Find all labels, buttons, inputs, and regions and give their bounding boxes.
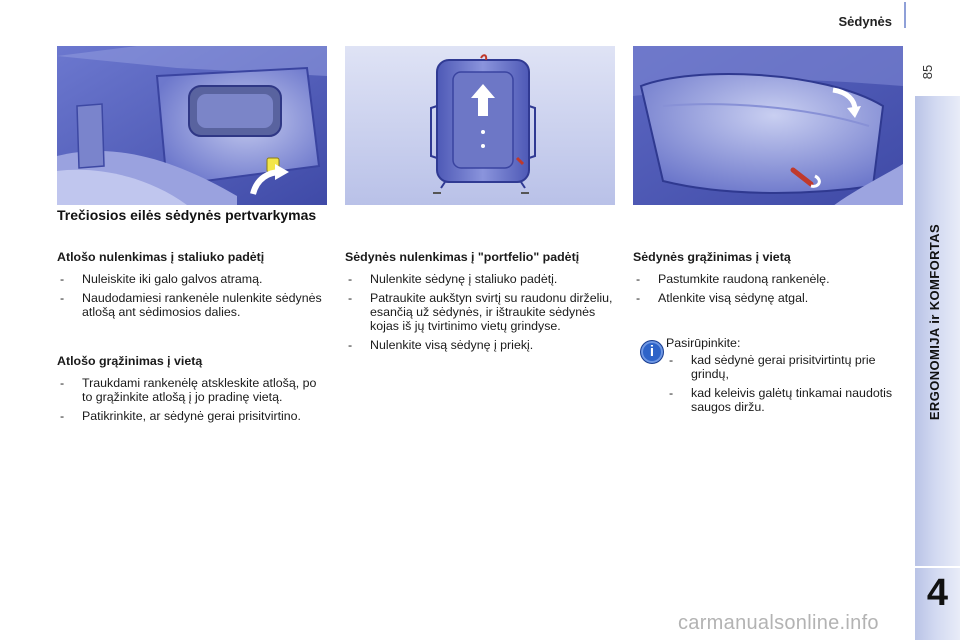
list-item: - kad sėdynė gerai prisitvirtintų prie grindų, [666, 353, 896, 381]
column-portfolio-fold [345, 250, 613, 357]
chapter-number: 4 [926, 572, 949, 614]
chapter-section-label: ERGONOMIJA ir KOMFORTAS [927, 223, 942, 421]
illustration-backrest-fold [57, 46, 327, 205]
subheading-seat-return: Sėdynės grąžinimas į vietą [633, 250, 791, 264]
illustration-seat-tilted-forward-drawing [633, 46, 903, 205]
list-item: - kad keleivis galėtų tinkamai naudotis saugos diržu. [666, 386, 896, 414]
subheading-backrest-fold: Atlošo nulenkimas į staliuko padėtį [57, 250, 265, 264]
header-divider [904, 2, 906, 28]
subheading-backrest-return: Atlošo grąžinimas į vietą [57, 354, 203, 368]
info-note-text [666, 336, 896, 419]
page-header-title: Sėdynės [838, 14, 892, 29]
list-item: - Nulenkite sėdynę į staliuko padėtį. [345, 272, 613, 286]
list-item: - Nulenkite visą sėdynę į priekį. [345, 338, 613, 352]
list-item: - Traukdami rankenėlę atskleskite atlošą, po to grąžinkite atlošą į jo pradinę vietą. [57, 376, 323, 404]
list-item: - Naudodamiesi rankenėle nulenkite sėdynės atlošą ant sėdimosios dalies. [57, 291, 323, 319]
info-icon: i [640, 340, 664, 364]
steps-portfolio-fold [345, 272, 613, 352]
steps-backrest-return [57, 376, 323, 423]
list-item: - Nuleiskite iki galo galvos atramą. [57, 272, 323, 286]
illustration-seat-folded-rear-drawing [345, 46, 615, 205]
tab-divider [915, 566, 960, 568]
illustration-seat-folded-rear [345, 46, 615, 205]
subheading-portfolio-fold: Sėdynės nulenkimas į "portfelio" padėtį [345, 250, 580, 264]
info-list [666, 353, 896, 414]
column-seat-return [633, 250, 899, 310]
list-item: - Pastumkite raudoną rankenėlę. [633, 272, 899, 286]
steps-backrest-fold [57, 272, 323, 319]
watermark: carmanualsonline.info [678, 612, 879, 634]
list-item: - Patraukite aukštyn svirtį su raudonu dirželiu, esančią už sėdynės, ir ištraukite sėdynės kojas iš jų tvirtinimo vietų grindyse. [345, 291, 613, 333]
section-title: Trečiosios eilės sėdynės pertvarkymas [57, 207, 317, 223]
list-item: - Atlenkite visą sėdynę atgal. [633, 291, 899, 305]
column-backrest [57, 250, 323, 428]
list-item: - Patikrinkite, ar sėdynė gerai prisitvirtino. [57, 409, 323, 423]
chapter-side-tab [915, 96, 960, 640]
info-lead: Pasirūpinkite: [666, 336, 741, 350]
illustration-backrest-fold-drawing [57, 46, 327, 205]
page-number: 85 [920, 64, 935, 80]
steps-seat-return [633, 272, 899, 305]
illustration-seat-tilted-forward [633, 46, 903, 205]
